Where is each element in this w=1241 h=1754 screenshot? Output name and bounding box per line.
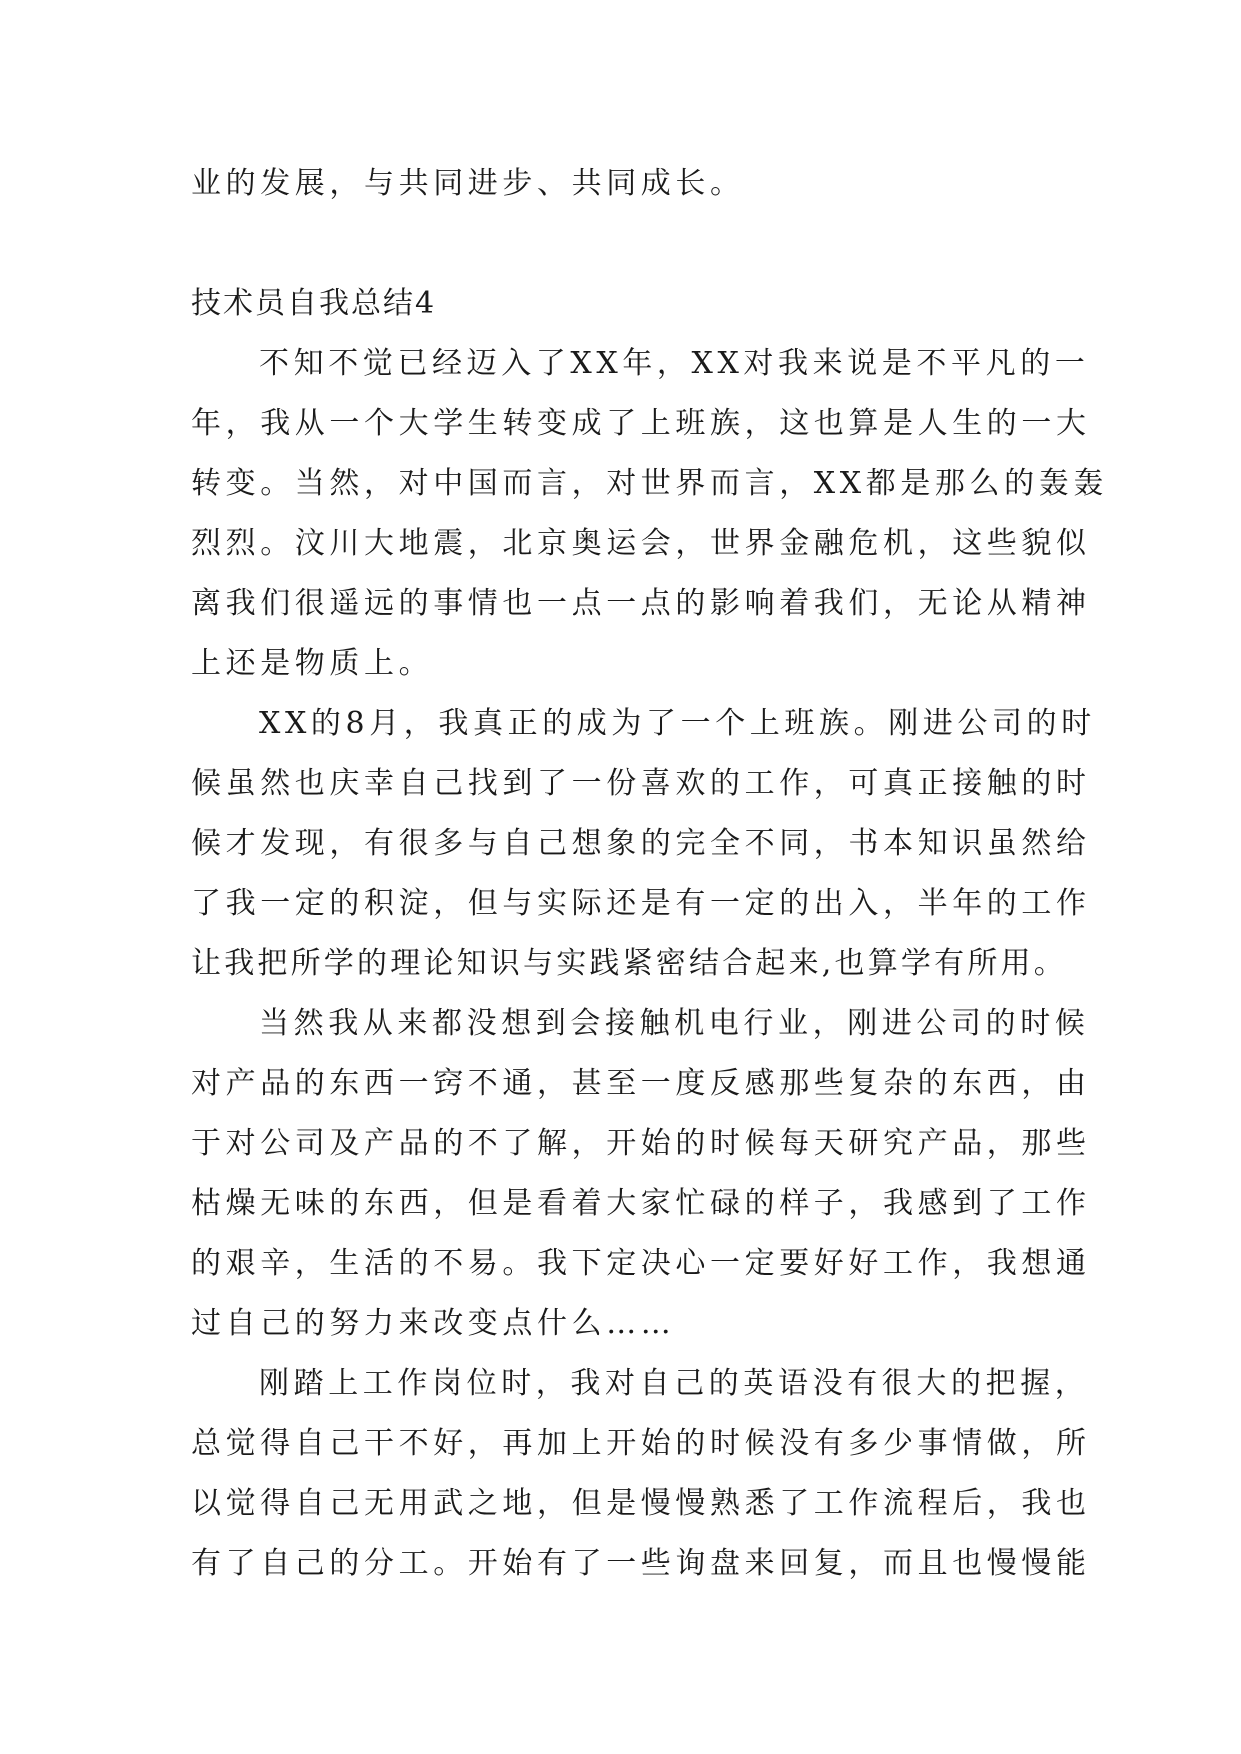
paragraph-line: 转变。当然，对中国而言，对世界而言，XX都是那么的轰轰 <box>191 466 1108 501</box>
paragraph-line: 离我们很遥远的事情也一点一点的影响着我们，无论从精神 <box>191 586 1091 621</box>
paragraph-line: 候才发现，有很多与自己想象的完全不同，书本知识虽然给 <box>191 826 1091 861</box>
paragraph-line: 以觉得自己无用武之地，但是慢慢熟悉了工作流程后，我也 <box>191 1486 1091 1521</box>
paragraph-line: 上还是物质上。 <box>191 646 434 681</box>
paragraph-line: 了我一定的积淀，但与实际还是有一定的出入，半年的工作 <box>191 886 1091 921</box>
continuation-line: 业的发展，与共同进步、共同成长。 <box>191 166 745 201</box>
paragraph-line: 总觉得自己干不好，再加上开始的时候没有多少事情做，所 <box>191 1426 1091 1461</box>
paragraph-line: 枯燥无味的东西，但是看着大家忙碌的样子，我感到了工作 <box>191 1186 1091 1221</box>
paragraph-line: 烈烈。汶川大地震，北京奥运会，世界金融危机，这些貌似 <box>191 526 1091 561</box>
paragraph-line: 于对公司及产品的不了解，开始的时候每天研究产品，那些 <box>191 1126 1091 1161</box>
paragraph-line: 过自己的努力来改变点什么…… <box>191 1306 676 1341</box>
paragraph-line: 不知不觉已经迈入了XX年，XX对我来说是不平凡的一 <box>259 346 1090 381</box>
paragraph-line: 当然我从来都没想到会接触机电行业，刚进公司的时候 <box>259 1006 1090 1041</box>
paragraph-line: 刚踏上工作岗位时，我对自己的英语没有很大的把握， <box>259 1366 1090 1401</box>
paragraph-line: 候虽然也庆幸自己找到了一份喜欢的工作，可真正接触的时 <box>191 766 1091 801</box>
section-title: 技术员自我总结4 <box>191 286 437 321</box>
paragraph-line: 对产品的东西一窍不通，甚至一度反感那些复杂的东西，由 <box>191 1066 1091 1101</box>
paragraph-line: XX的8月，我真正的成为了一个上班族。刚进公司的时 <box>259 706 1096 741</box>
paragraph-line: 年，我从一个大学生转变成了上班族，这也算是人生的一大 <box>191 406 1091 441</box>
paragraph-line: 有了自己的分工。开始有了一些询盘来回复，而且也慢慢能 <box>191 1546 1091 1581</box>
paragraph-line: 让我把所学的理论知识与实践紧密结合起来,也算学有所用。 <box>191 946 1067 981</box>
paragraph-line: 的艰辛，生活的不易。我下定决心一定要好好工作，我想通 <box>191 1246 1091 1281</box>
